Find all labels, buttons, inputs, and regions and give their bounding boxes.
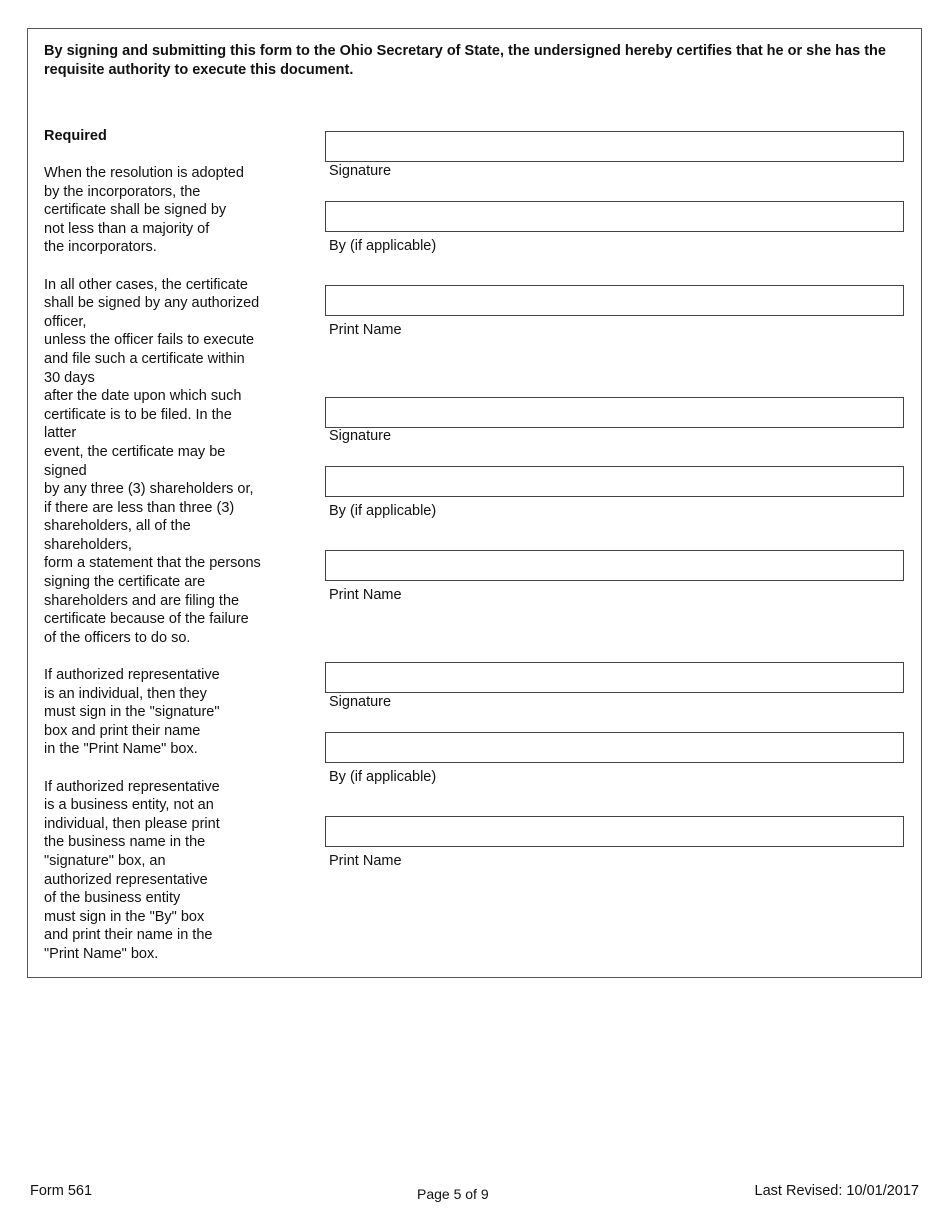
- page-number: Page 5 of 9: [417, 1186, 489, 1202]
- print-name-label-3: Print Name: [329, 853, 402, 869]
- form-number: Form 561: [30, 1183, 93, 1199]
- certification-statement: By signing and submitting this form to the Ohio Secretary of State, the undersigned hereby certifies that he or she has the requisite authority to execute this document.: [44, 43, 886, 78]
- print-name-field-1[interactable]: [325, 285, 904, 316]
- signature-field-2[interactable]: [325, 397, 904, 428]
- print-name-label-1: Print Name: [329, 322, 402, 338]
- required-heading: Required: [44, 128, 107, 144]
- signature-label-1: Signature: [329, 163, 392, 179]
- signature-label-2: Signature: [329, 428, 392, 444]
- by-field-1[interactable]: [325, 201, 904, 232]
- signing-instructions: When the resolution is adopted by the incorporators, the certificate shall be signed by not less than a majority of the incorporators. In all other cases, the certificate shall be signed by any authorized officer, unless the officer fails to execute and file such a certificate within 30 days after the date upon which such certificate is to be filed. In the latter event, the certificate may be signed by any three (3) shareholders or, if there are less than three (3) shareholders, all of the shareholders, form a statement that the persons signing the certificate are shareholders and are filing the certificate because of the failure of the officers to do so. If authorized representative is an individual, then they must sign in the "signature" box and print their name in the "Print Name" box. If authorized representative is a business entity, not an individual, then please print the business name in the "signature" box, an authorized representative of the business entity must sign in the "By" box and print their name in the "Print Name" box.: [44, 165, 261, 962]
- by-label-3: By (if applicable): [329, 769, 437, 785]
- signature-field-1[interactable]: [325, 131, 904, 162]
- by-field-2[interactable]: [325, 466, 904, 497]
- signature-field-3[interactable]: [325, 662, 904, 693]
- by-field-3[interactable]: [325, 732, 904, 763]
- print-name-field-3[interactable]: [325, 816, 904, 847]
- by-label-2: By (if applicable): [329, 503, 437, 519]
- signature-label-3: Signature: [329, 694, 392, 710]
- print-name-field-2[interactable]: [325, 550, 904, 581]
- last-revised: Last Revised: 10/01/2017: [754, 1183, 919, 1199]
- by-label-1: By (if applicable): [329, 238, 437, 254]
- print-name-label-2: Print Name: [329, 587, 402, 603]
